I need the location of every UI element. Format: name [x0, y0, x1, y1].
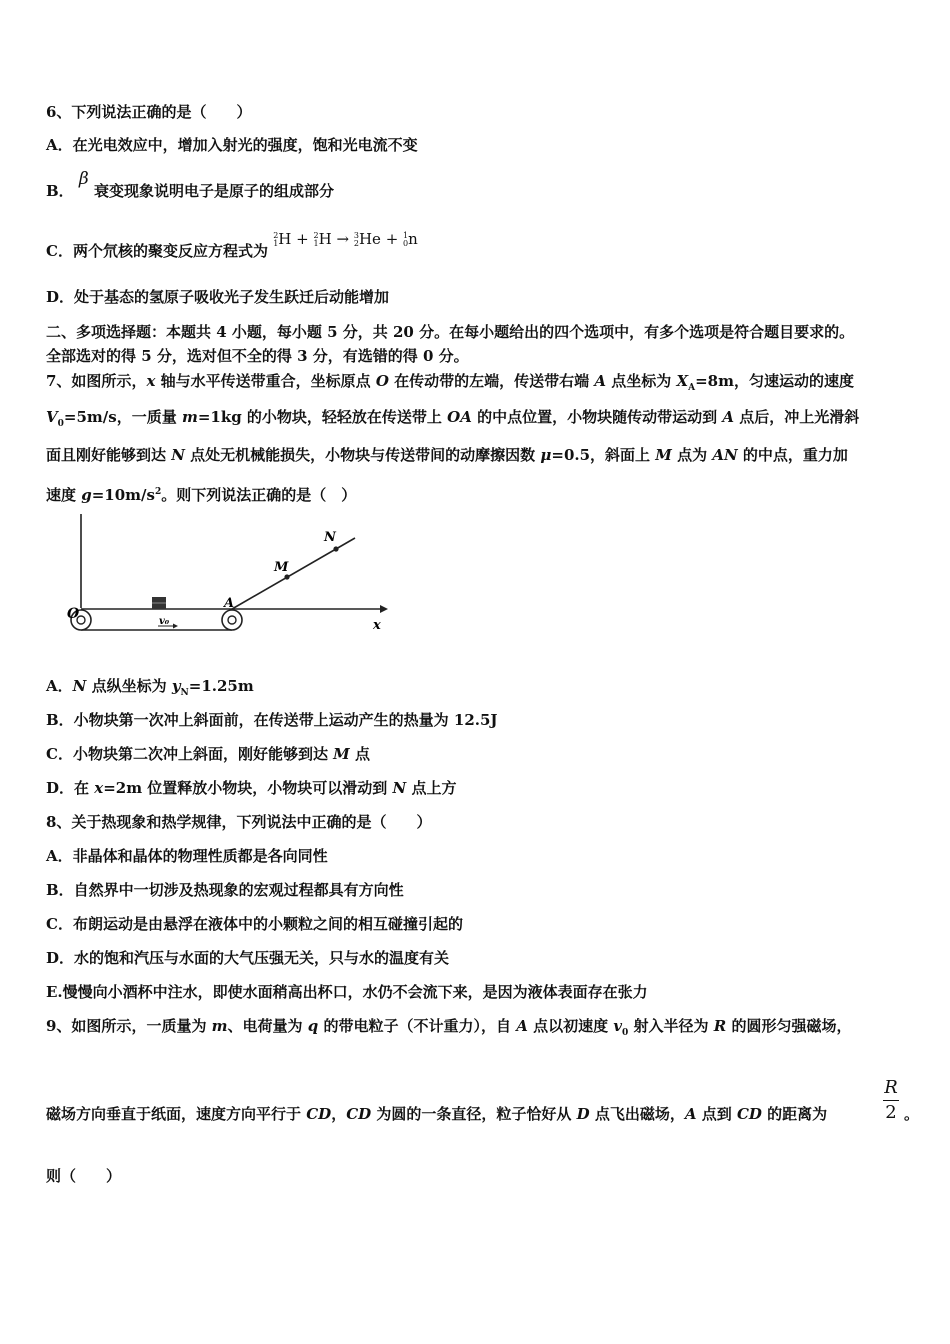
q8-option-b: B．自然界中一切涉及热现象的宏观过程都具有方向性	[46, 881, 404, 899]
q7-option-a	[46, 675, 254, 704]
t: 射入半径为	[628, 1017, 714, 1035]
t: 、电荷量为	[227, 1017, 308, 1035]
label-N: N	[324, 530, 336, 545]
plus-2: +	[385, 230, 399, 248]
sub-N: N	[180, 688, 189, 698]
var-N: N	[171, 446, 185, 464]
t4-symbol: n	[408, 230, 418, 248]
var-m: m	[211, 1017, 228, 1035]
section2-line2: 全部选对的得 5 分，选对但不全的得 3 分，有选错的得 0 分。	[46, 347, 469, 365]
q8-stem: 8、关于热现象和热学规律，下列说法中正确的是（ ）	[46, 813, 432, 831]
v0-arrow-head	[173, 624, 178, 629]
t: D．在	[46, 779, 95, 797]
t: =5m/s，一质量	[63, 408, 182, 426]
q8-option-e: E.慢慢向小酒杯中注水，即使水面稍高出杯口，水仍不会流下来，是因为液体表面存在张力	[46, 983, 648, 1001]
label-x: x	[373, 618, 381, 633]
var-AN: AN	[712, 446, 738, 464]
t: 点	[349, 745, 371, 763]
t4-sub: 0	[403, 239, 409, 248]
t: 7、如图所示，	[46, 372, 147, 390]
q7-line2	[46, 406, 859, 435]
q6-option-b-prefix: B．	[46, 182, 74, 200]
var-M: M	[655, 446, 672, 464]
var-g: g	[81, 486, 92, 504]
t: ，	[331, 1105, 347, 1123]
t: 的中点位置，小物块随传动带运动到	[471, 408, 723, 426]
t: 点以初速度	[527, 1017, 614, 1035]
t: 在传动带的左端，传送带右端	[388, 372, 595, 390]
t3-sub: 2	[353, 239, 359, 248]
right-roller	[222, 610, 242, 630]
var-x: x	[146, 372, 156, 390]
q6-option-c	[46, 230, 418, 262]
var-X: X	[676, 372, 689, 390]
fraction-numerator: R	[884, 1077, 898, 1098]
t: 速度	[46, 486, 82, 504]
var-A: A	[722, 408, 734, 426]
t: 点后，冲上光滑斜	[733, 408, 860, 426]
q6-option-b	[46, 169, 334, 202]
t: 轴与水平传送带重合，坐标原点	[155, 372, 376, 390]
t: 点坐标为	[606, 372, 677, 390]
sub-0: 0	[622, 1028, 629, 1038]
t: 的中点，重力加	[737, 446, 848, 464]
var-x: x	[94, 779, 104, 797]
t: 点到	[696, 1105, 737, 1123]
t: C．小物块第二次冲上斜面，刚好能够到达	[46, 745, 334, 763]
point-N	[333, 546, 338, 551]
t2-sub: 1	[313, 239, 319, 248]
var-A: A	[684, 1105, 697, 1123]
t: 点处无机械能损失，小物块与传送带间的动摩擦因数	[184, 446, 541, 464]
q6-option-d: D．处于基态的氢原子吸收光子发生跃迁后动能增加	[46, 288, 390, 306]
t: 面且刚好能够到达	[46, 446, 172, 464]
label-v0: v₀	[159, 616, 170, 627]
var-mu: μ	[540, 446, 552, 464]
var-v: v	[613, 1017, 623, 1035]
t: 磁场方向垂直于纸面，速度方向平行于	[46, 1105, 307, 1123]
var-D: D	[576, 1105, 590, 1123]
t2-sup: 2	[313, 231, 319, 240]
sup-2: 2	[154, 487, 162, 497]
t: 为圆的一条直径，粒子恰好从	[371, 1105, 577, 1123]
t: 点上方	[406, 779, 457, 797]
q6-option-a: A．在光电效应中，增加入射光的强度，饱和光电流不变	[46, 136, 418, 154]
t: 点纵坐标为	[86, 677, 172, 695]
t: 点为	[671, 446, 713, 464]
t3-symbol: He	[358, 230, 381, 248]
var-q: q	[307, 1017, 319, 1035]
t1-sup: 2	[273, 231, 279, 240]
t: 点飞出磁场，	[589, 1105, 685, 1123]
var-CD: CD	[346, 1105, 372, 1123]
q8-option-a: A．非晶体和晶体的物理性质都是各向同性	[46, 847, 328, 865]
var-OA: OA	[447, 408, 472, 426]
q7-option-c	[46, 743, 370, 765]
t1-symbol: H	[278, 230, 292, 248]
t2-symbol: H	[318, 230, 332, 248]
conveyor-figure	[60, 508, 400, 640]
var-N: N	[392, 779, 407, 797]
beta-symbol: β	[78, 169, 89, 189]
var-A: A	[516, 1017, 528, 1035]
t: =8m，匀速运动的速度	[695, 372, 854, 390]
t: =1kg 的小物块，轻轻放在传送带上	[197, 408, 448, 426]
t: A．	[46, 677, 73, 695]
var-y: y	[171, 677, 181, 695]
var-M: M	[333, 745, 350, 763]
fraction-R-over-2	[881, 1077, 901, 1124]
q7-option-d	[46, 777, 456, 799]
t: 。则下列说法正确的是（ ）	[161, 486, 357, 504]
fraction-bar	[883, 1100, 899, 1101]
t4-sup: 1	[403, 231, 409, 240]
var-CD: CD	[736, 1105, 762, 1123]
plus-1: +	[296, 230, 309, 248]
x-axis-arrow	[380, 605, 388, 613]
sub-0: 0	[57, 419, 64, 429]
q7-option-b: B．小物块第一次冲上斜面前，在传送带上运动产生的热量为 12.5J	[46, 711, 498, 729]
var-N: N	[72, 677, 87, 695]
sub-A: A	[688, 383, 696, 393]
q7-line3	[46, 444, 848, 466]
label-O: O	[67, 606, 80, 622]
t: =10m/s	[91, 486, 155, 504]
var-A: A	[594, 372, 607, 390]
t: 9、如图所示，一质量为	[46, 1017, 212, 1035]
label-A: A	[224, 596, 235, 611]
var-O: O	[375, 372, 389, 390]
t: =1.25m	[188, 677, 254, 695]
q6-stem: 6、下列说法正确的是（ ）	[46, 103, 252, 121]
q6-option-c-text: C．两个氘核的聚变反应方程式为	[46, 242, 268, 260]
t: =0.5，斜面上	[551, 446, 656, 464]
q7-line4	[46, 481, 356, 506]
t: 的圆形匀强磁场，	[726, 1017, 852, 1035]
fusion-equation	[273, 230, 418, 248]
point-M	[284, 574, 289, 579]
q9-line1	[46, 1015, 851, 1044]
t: 的带电粒子（不计重力），自	[318, 1017, 517, 1035]
var-V: V	[46, 408, 58, 426]
q9-line2-end: 。	[904, 1105, 920, 1123]
arrow: →	[336, 230, 350, 248]
q8-option-d: D．水的饱和汽压与水面的大气压强无关，只与水的温度有关	[46, 949, 450, 967]
q9-line3: 则（ ）	[46, 1167, 122, 1185]
q6-option-b-text: 衰变现象说明电子是原子的组成部分	[93, 182, 334, 200]
q9-line2	[46, 1103, 827, 1125]
fraction-denominator: 2	[885, 1102, 897, 1123]
t3-sup: 3	[353, 231, 359, 240]
t: =2m 位置释放小物块，小物块可以滑动到	[103, 779, 393, 797]
var-R: R	[713, 1017, 727, 1035]
q8-option-c: C．布朗运动是由悬浮在液体中的小颗粒之间的相互碰撞引起的	[46, 915, 463, 933]
q7-line1	[46, 370, 854, 399]
var-m: m	[181, 408, 198, 426]
label-M: M	[274, 560, 289, 575]
t: 的距离为	[761, 1105, 828, 1123]
section2-line1: 二、多项选择题：本题共 4 小题，每小题 5 分，共 20 分。在每小题给出的四个选项中，有多个选项是符合题目要求的。	[46, 323, 855, 341]
var-CD: CD	[306, 1105, 332, 1123]
t1-sub: 1	[273, 239, 279, 248]
